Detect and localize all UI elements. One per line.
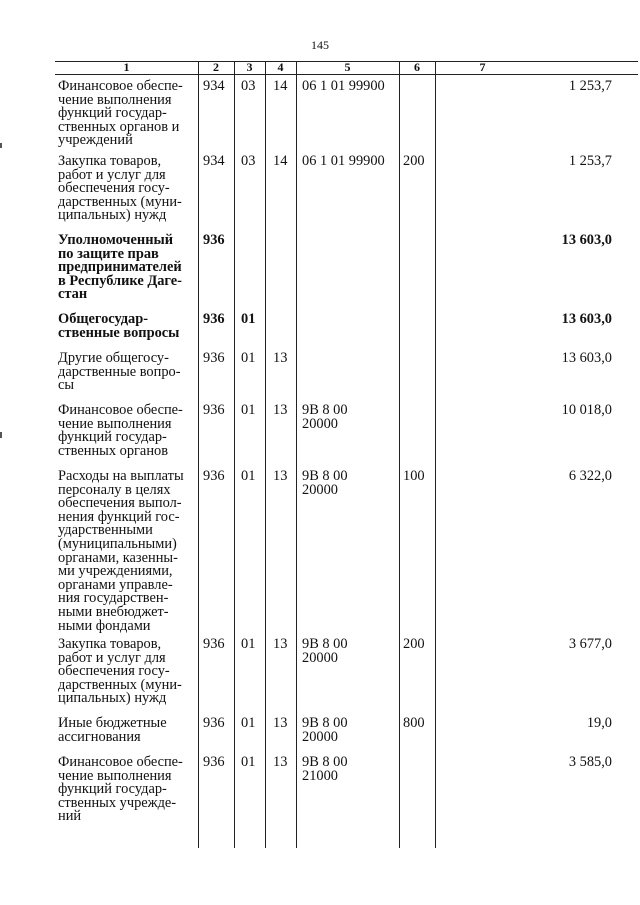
- row-amount: 13 603,0: [561, 311, 612, 327]
- column-divider: [265, 61, 266, 848]
- header-col-6: 6: [414, 60, 420, 74]
- row-col-5: 9В 8 00 20000: [302, 468, 348, 498]
- row-col-4: 13: [273, 715, 288, 731]
- row-col-5: 9В 8 00 20000: [302, 636, 348, 666]
- row-col-5: 06 1 01 99900: [302, 78, 385, 94]
- row-col-4: 13: [273, 754, 288, 770]
- table-header: [0, 61, 640, 74]
- row-col-5: 06 1 01 99900: [302, 153, 385, 169]
- row-col-4: 13: [273, 468, 288, 484]
- row-col-2: 936: [203, 232, 225, 248]
- row-amount: 10 018,0: [561, 402, 612, 418]
- row-col-2: 936: [203, 402, 225, 418]
- row-col-2: 936: [203, 468, 225, 484]
- row-amount: 13 603,0: [561, 232, 612, 248]
- row-name: Другие общегосу- дарственные вопро- сы: [58, 350, 181, 394]
- row-col-2: 934: [203, 78, 225, 94]
- scan-artifact: [0, 143, 2, 148]
- row-amount: 19,0: [586, 715, 612, 731]
- header-col-7: 7: [479, 60, 486, 74]
- row-amount: 3 677,0: [568, 636, 612, 652]
- row-amount: 1 253,7: [568, 78, 612, 94]
- row-amount: 3 585,0: [568, 754, 612, 770]
- row-amount: 1 253,7: [568, 153, 612, 169]
- row-col-4: 14: [273, 78, 288, 94]
- row-col-3: 01: [241, 311, 256, 327]
- row-col-3: 01: [241, 468, 256, 484]
- row-col-4: 14: [273, 153, 288, 169]
- row-col-5: 9В 8 00 20000: [302, 715, 348, 745]
- row-col-2: 936: [203, 350, 225, 366]
- row-col-3: 01: [241, 754, 256, 770]
- row-col-3: 03: [241, 78, 256, 94]
- row-col-2: 936: [203, 715, 225, 731]
- row-col-3: 01: [241, 402, 256, 418]
- header-col-1: 1: [123, 60, 130, 74]
- row-name: Уполномоченный по защите прав предпринимателей в Республике Даге- стан: [58, 232, 182, 303]
- column-divider: [399, 61, 400, 848]
- header-col-2: 2: [213, 60, 219, 74]
- row-name: Иные бюджетные ассигнования: [58, 715, 167, 745]
- row-name: Закупка товаров, работ и услуг для обеспечения госу- дарственных (муни- ципальных) нужд: [58, 636, 182, 707]
- row-name: Финансовое обеспе- чение выполнения функций государ- ственных органов и учреждений: [58, 78, 183, 149]
- row-amount: 13 603,0: [561, 350, 612, 366]
- header-col-4: 4: [277, 60, 284, 74]
- row-name: Общегосудар- ственные вопросы: [58, 311, 180, 341]
- row-col-3: 03: [241, 153, 256, 169]
- row-col-2: 936: [203, 311, 225, 327]
- row-name: Финансовое обеспе- чение выполнения функций государ- ственных органов: [58, 402, 183, 459]
- row-col-4: 13: [273, 402, 288, 418]
- row-col-4: 13: [273, 636, 288, 652]
- row-name: Закупка товаров, работ и услуг для обеспечения госу- дарственных (муни- ципальных) нужд: [58, 153, 182, 224]
- row-col-2: 934: [203, 153, 225, 169]
- row-col-5: 9В 8 00 21000: [302, 754, 348, 784]
- column-divider: [435, 61, 436, 848]
- row-col-3: 01: [241, 715, 256, 731]
- row-col-6: 800: [403, 715, 425, 731]
- header-bottom-border: [55, 74, 638, 75]
- row-col-6: 100: [403, 468, 425, 484]
- page-number: 145: [311, 38, 329, 52]
- column-divider: [234, 61, 235, 848]
- row-col-3: 01: [241, 636, 256, 652]
- row-col-3: 01: [241, 350, 256, 366]
- row-col-6: 200: [403, 636, 425, 652]
- column-divider: [296, 61, 297, 848]
- header-col-5: 5: [344, 60, 351, 74]
- row-col-5: 9В 8 00 20000: [302, 402, 348, 432]
- scan-artifact: [0, 432, 2, 438]
- column-divider: [198, 61, 199, 848]
- row-name: Расходы на выплаты персоналу в целях обеспечения выпол- нения функций гос- ударственными (муниципальными) органами, казенны- ми учреждениями, органами управле- ния государствен- ными внебюджет- ными фондами: [58, 468, 184, 634]
- row-name: Финансовое обеспе- чение выполнения функций государ- ственных учрежде- ний: [58, 754, 183, 825]
- row-col-6: 200: [403, 153, 425, 169]
- row-col-4: 13: [273, 350, 288, 366]
- row-amount: 6 322,0: [568, 468, 612, 484]
- header-col-3: 3: [246, 60, 253, 74]
- row-col-2: 936: [203, 636, 225, 652]
- row-col-2: 936: [203, 754, 225, 770]
